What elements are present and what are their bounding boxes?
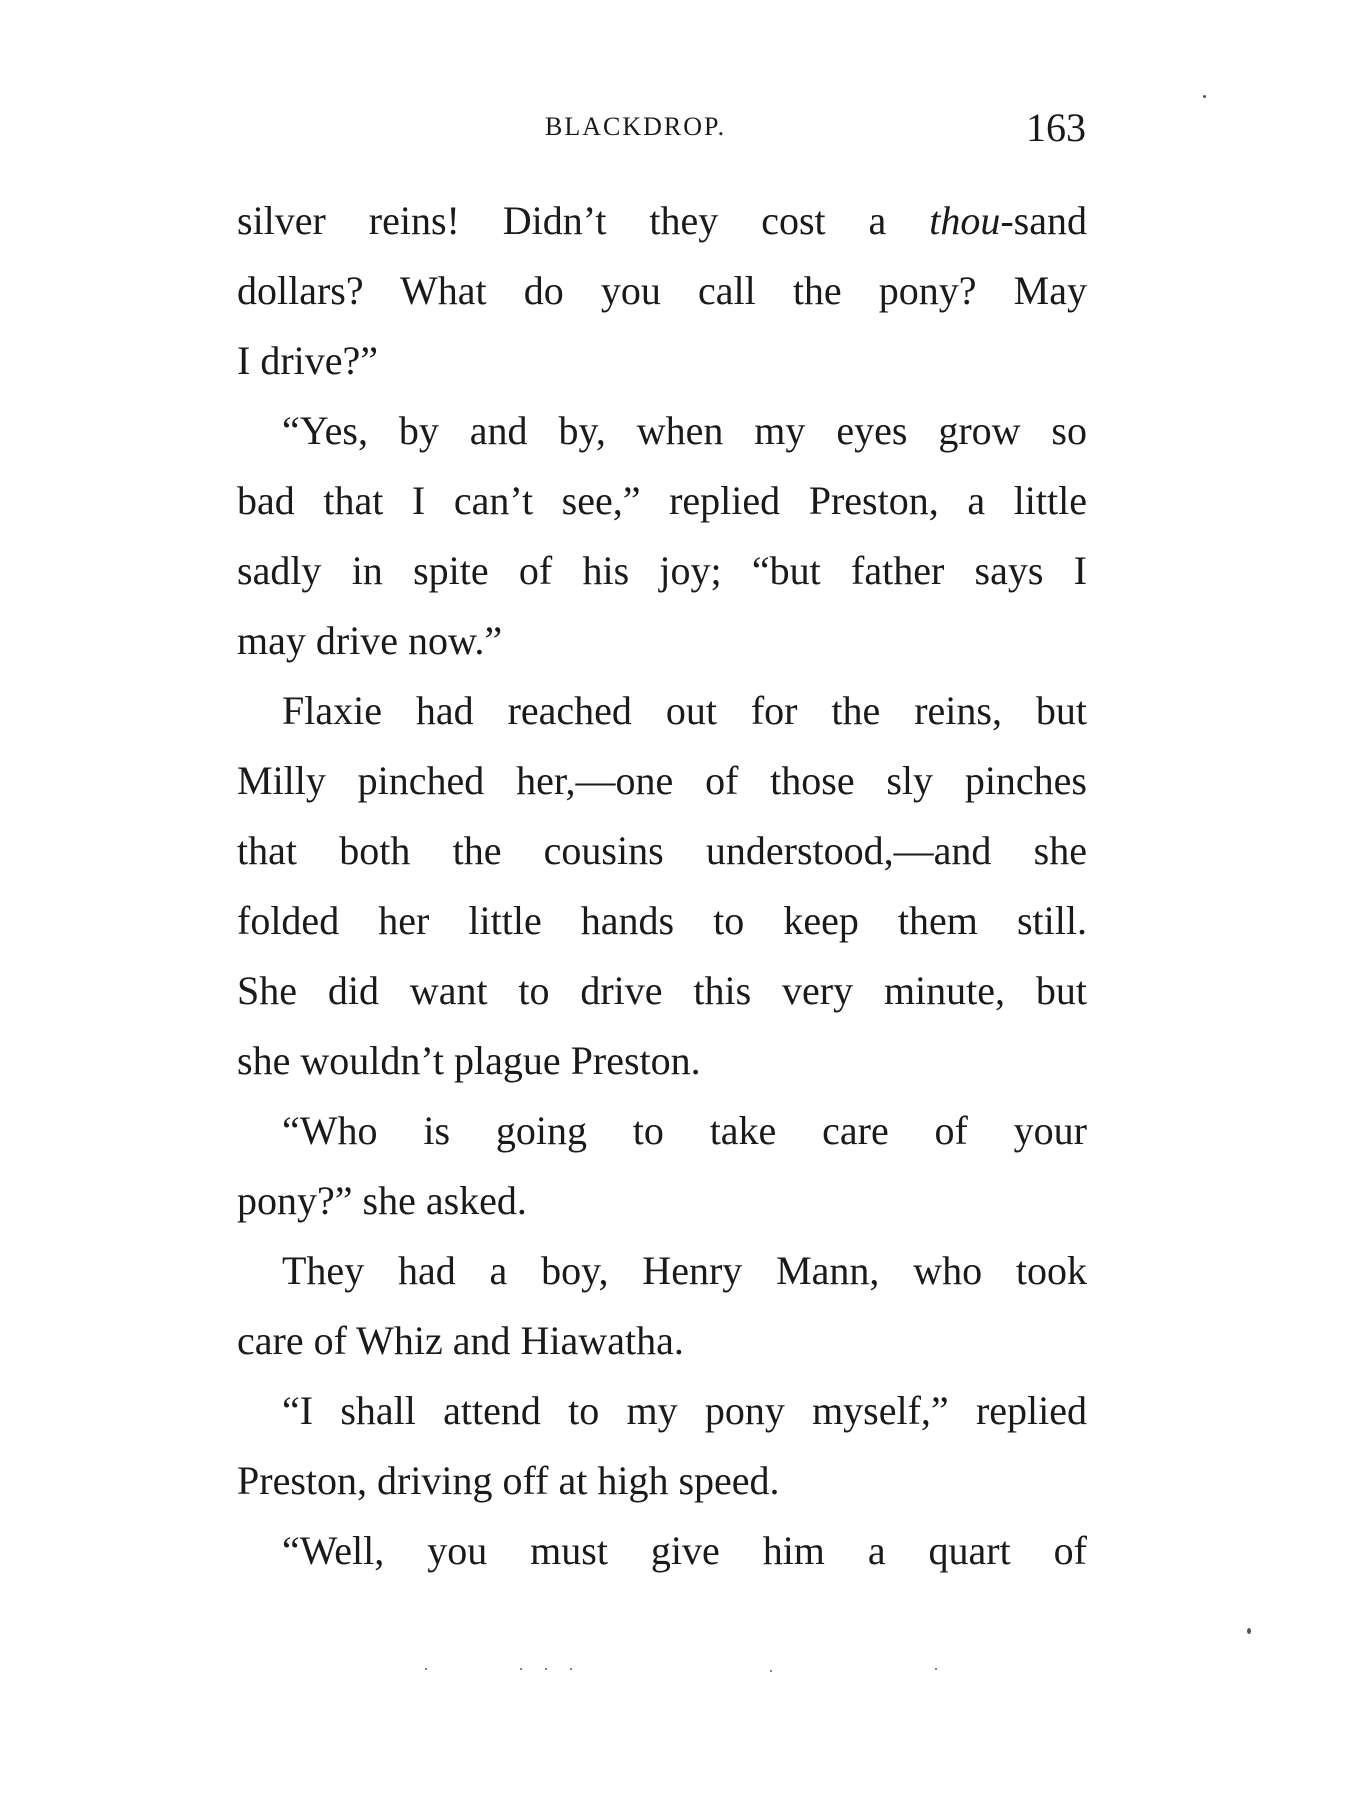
- scan-speck: [520, 1668, 522, 1670]
- text-line: “Who is going to take care of your: [282, 1108, 1087, 1153]
- text-line: bad that I can’t see,” replied Preston, a little: [237, 478, 1087, 523]
- scan-speck: [770, 1670, 772, 1672]
- text-line: “I shall attend to my pony myself,” replied: [282, 1388, 1087, 1433]
- text-line: “Well, you must give him a quart of: [282, 1528, 1087, 1573]
- text-line: dollars? What do you call the pony? May: [237, 268, 1087, 313]
- text-line: Milly pinched her,—one of those sly pinches: [237, 758, 1087, 803]
- text-line: She did want to drive this very minute, but: [237, 968, 1087, 1013]
- body-text: [237, 186, 1087, 1586]
- text-line: she wouldn’t plague Preston.: [237, 1038, 701, 1083]
- text-line: Flaxie had reached out for the reins, but: [282, 688, 1087, 733]
- page-number: 163: [1026, 105, 1086, 150]
- scan-speck: [570, 1668, 572, 1670]
- text-line: care of Whiz and Hiawatha.: [237, 1318, 684, 1363]
- scan-speck: [425, 1668, 427, 1670]
- text-line: Preston, driving off at high speed.: [237, 1458, 780, 1503]
- text-line: “Yes, by and by, when my eyes grow so: [282, 408, 1087, 453]
- text-line: pony?” she asked.: [237, 1178, 527, 1223]
- text-line: They had a boy, Henry Mann, who took: [282, 1248, 1087, 1293]
- scan-speck: [545, 1668, 547, 1670]
- text-line: I drive?”: [237, 338, 379, 383]
- text-line: may drive now.”: [237, 618, 503, 663]
- text-line: folded her little hands to keep them still.: [237, 898, 1087, 943]
- text-line: that both the cousins understood,—and she: [237, 828, 1087, 873]
- text-line: sadly in spite of his joy; “but father says I: [237, 548, 1087, 593]
- text-line: silver reins! Didn’t they cost a thou-sand: [237, 198, 1087, 243]
- scan-speck: [1247, 1628, 1251, 1634]
- scan-speck: [935, 1668, 937, 1670]
- scan-speck: [1203, 95, 1206, 98]
- running-title: BLACKDROP.: [545, 112, 727, 141]
